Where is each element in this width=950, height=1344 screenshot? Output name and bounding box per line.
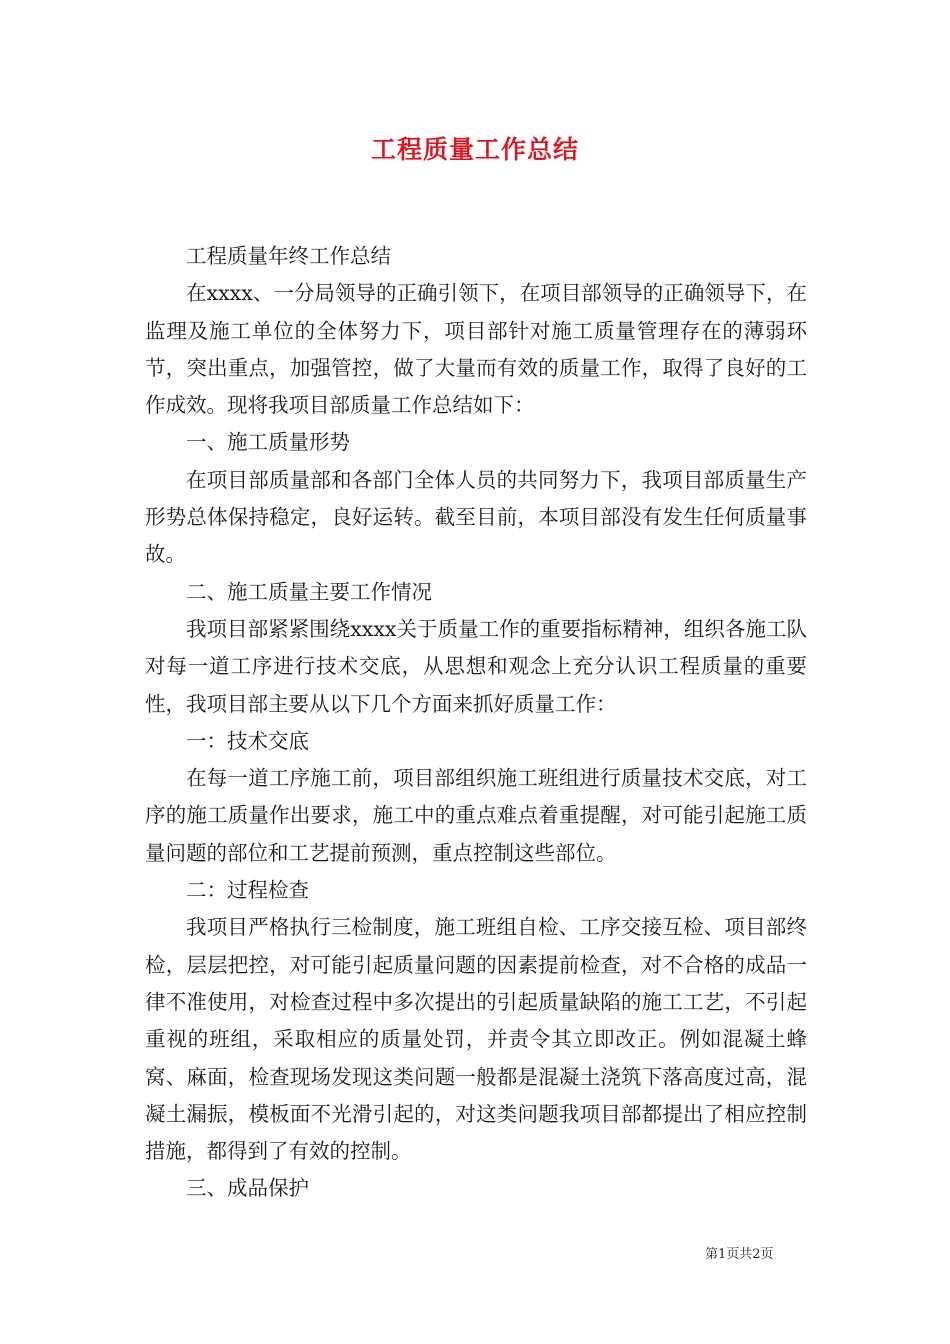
section-heading-2: 二、施工质量主要工作情况 (186, 579, 432, 604)
subsection-heading-2: 二：过程检查 (186, 878, 309, 903)
subsection-1-paragraph: 在每一道工序施工前，项目部组织施工班组进行质量技术交底，对工序的施工质量作出要求，施工中的重点难点着重提醒，对可能引起施工质量问题的部位和工艺提前预测，重点控制这些部位。 (145, 766, 807, 865)
subtitle-paragraph: 工程质量年终工作总结 (186, 244, 391, 268)
document-body (145, 238, 807, 1208)
page-title: 工程质量工作总结 (370, 135, 579, 164)
section-heading-1: 一、施工质量形势 (186, 430, 350, 455)
subsection-2-paragraph: 我项目严格执行三检制度，施工班组自检、工序交接互检、项目部终检，层层把控，对可能引起质量问题的因素提前检查，对不合格的成品一律不准使用，对检查过程中多次提出的引起质量缺陷的施工工艺，不引起重视的班组，采取相应的质量处罚，并责令其立即改正。例如混凝土蜂窝、麻面，检查现场发现这类问题一般都是混凝土浇筑下落高度过高，混凝土漏振，模板面不光滑引起的，对这类问题我项目部都提出了相应控制措施，都得到了有效的控制。 (145, 915, 807, 1164)
section-2-paragraph: 我项目部紧紧围绕xxxx关于质量工作的重要指标精神，组织各施工队对每一道工序进行技术交底，从思想和观念上充分认识工程质量的重要性，我项目部主要从以下几个方面来抓好质量工作： (145, 616, 807, 716)
page-number: 第1页共2页 (705, 1247, 774, 1262)
subsection-heading-1: 一：技术交底 (186, 728, 309, 753)
section-heading-3: 三、成品保护 (186, 1176, 309, 1201)
section-1-paragraph: 在项目部质量部和各部门全体人员的共同努力下，我项目部质量生产形势总体保持稳定，良好运转。截至目前，本项目部没有发生任何质量事故。 (145, 467, 807, 567)
intro-paragraph: 在xxxx、一分局领导的正确引领下，在项目部领导的正确领导下，在监理及施工单位的全体努力下，项目部针对施工质量管理存在的薄弱环节，突出重点，加强管控，做了大量而有效的质量工作，取得了良好的工作成效。现将我项目部质量工作总结如下： (145, 281, 807, 418)
